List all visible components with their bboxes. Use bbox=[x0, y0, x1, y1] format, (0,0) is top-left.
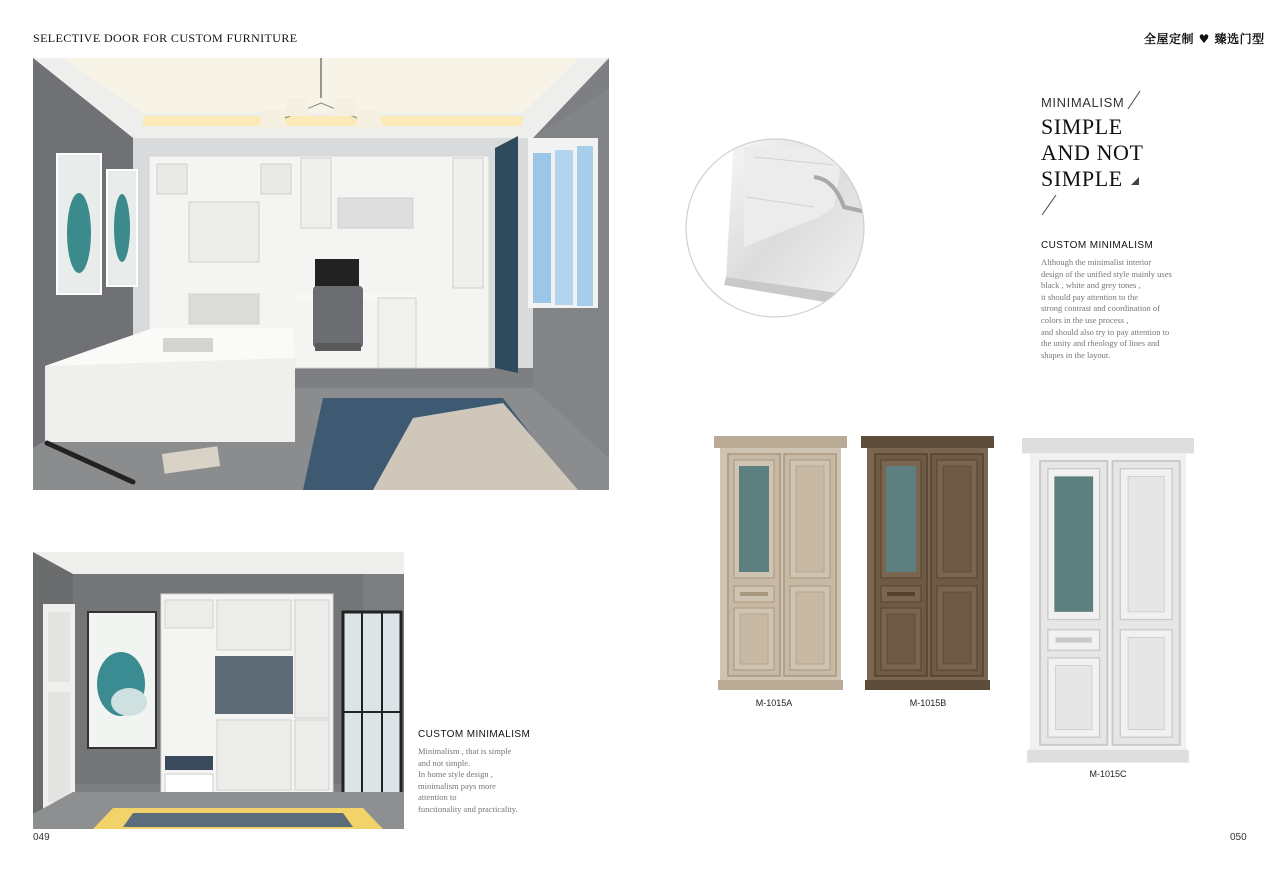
door-m-1015b bbox=[861, 436, 994, 691]
door-m-1015a bbox=[714, 436, 847, 691]
page-number-right: 050 bbox=[1230, 832, 1247, 843]
kicker-text: MINIMALISM bbox=[1041, 95, 1125, 110]
caption-line: minimalism pays more bbox=[418, 780, 496, 791]
upper-inset bbox=[796, 466, 824, 572]
caption-line: and not simple. bbox=[418, 757, 471, 768]
headline-line: SIMPLE bbox=[1041, 166, 1123, 191]
hallway-photo bbox=[33, 552, 404, 829]
cornice bbox=[1022, 438, 1194, 453]
lower-inset bbox=[943, 592, 971, 664]
header-left-title: SELECTIVE DOOR FOR CUSTOM FURNITURE bbox=[33, 31, 298, 45]
intro-line: black , white and grey tones , bbox=[1041, 280, 1141, 291]
intro-subheading: CUSTOM MINIMALISM bbox=[1041, 240, 1154, 251]
cornice bbox=[861, 436, 994, 448]
door-label-m-1015c: M-1015C bbox=[1089, 769, 1127, 779]
intro-line: it should pay attention to the bbox=[1041, 291, 1139, 302]
caption-line: functionality and practicality. bbox=[418, 803, 518, 814]
upper-inset bbox=[943, 466, 971, 572]
intro-body bbox=[1041, 257, 1172, 361]
door-base bbox=[1027, 750, 1189, 763]
intro-line: shapes in the layout. bbox=[1041, 349, 1111, 360]
caption-line: attention to bbox=[418, 792, 457, 803]
caption-body bbox=[418, 746, 518, 816]
upper-inset bbox=[1128, 476, 1164, 612]
header-right-title: 全屋定制 ♥ 臻选门型 bbox=[1144, 32, 1265, 46]
door-label-m-1015a: M-1015A bbox=[755, 698, 793, 708]
glass-panel bbox=[1054, 476, 1093, 612]
door-base bbox=[865, 680, 990, 690]
intro-line: colors in the use process , bbox=[1041, 314, 1129, 325]
headline-line: AND NOT bbox=[1041, 140, 1144, 165]
page-number-left: 049 bbox=[33, 832, 50, 843]
cornice bbox=[714, 436, 847, 448]
door-label-m-1015b: M-1015B bbox=[909, 698, 947, 708]
door-base bbox=[718, 680, 843, 690]
headline bbox=[1041, 114, 1144, 192]
lower-inset bbox=[1128, 637, 1164, 729]
caption-line: Minimalism , that is simple bbox=[418, 746, 512, 756]
lower-inset bbox=[1056, 666, 1092, 730]
glass-panel bbox=[739, 466, 769, 572]
handle-groove bbox=[1056, 637, 1092, 642]
lower-inset bbox=[740, 614, 768, 664]
slash-decoration-top bbox=[1126, 90, 1142, 110]
handle-groove bbox=[740, 592, 768, 596]
intro-line: strong contrast and coordination of bbox=[1041, 303, 1160, 314]
caption-line: In home style design , bbox=[418, 769, 493, 780]
caption-subheading: CUSTOM MINIMALISM bbox=[418, 729, 531, 740]
lower-inset bbox=[796, 592, 824, 664]
headline-line: SIMPLE bbox=[1041, 114, 1123, 139]
slash-decoration-bottom bbox=[1041, 194, 1057, 216]
intro-line: design of the unified style mainly uses bbox=[1041, 268, 1172, 279]
glass-panel bbox=[886, 466, 916, 572]
intro-line: Although the minimalist interior bbox=[1041, 257, 1152, 267]
door-edge-detail-circle bbox=[684, 137, 866, 319]
intro-line: the unity and rheology of lines and bbox=[1041, 338, 1160, 349]
handle-groove bbox=[887, 592, 915, 596]
lower-inset bbox=[887, 614, 915, 664]
triangle-decoration bbox=[1131, 177, 1139, 185]
study-room-photo bbox=[33, 58, 609, 490]
intro-line: and should also try to pay attention to bbox=[1041, 326, 1170, 337]
door-m-1015c bbox=[1022, 438, 1194, 764]
